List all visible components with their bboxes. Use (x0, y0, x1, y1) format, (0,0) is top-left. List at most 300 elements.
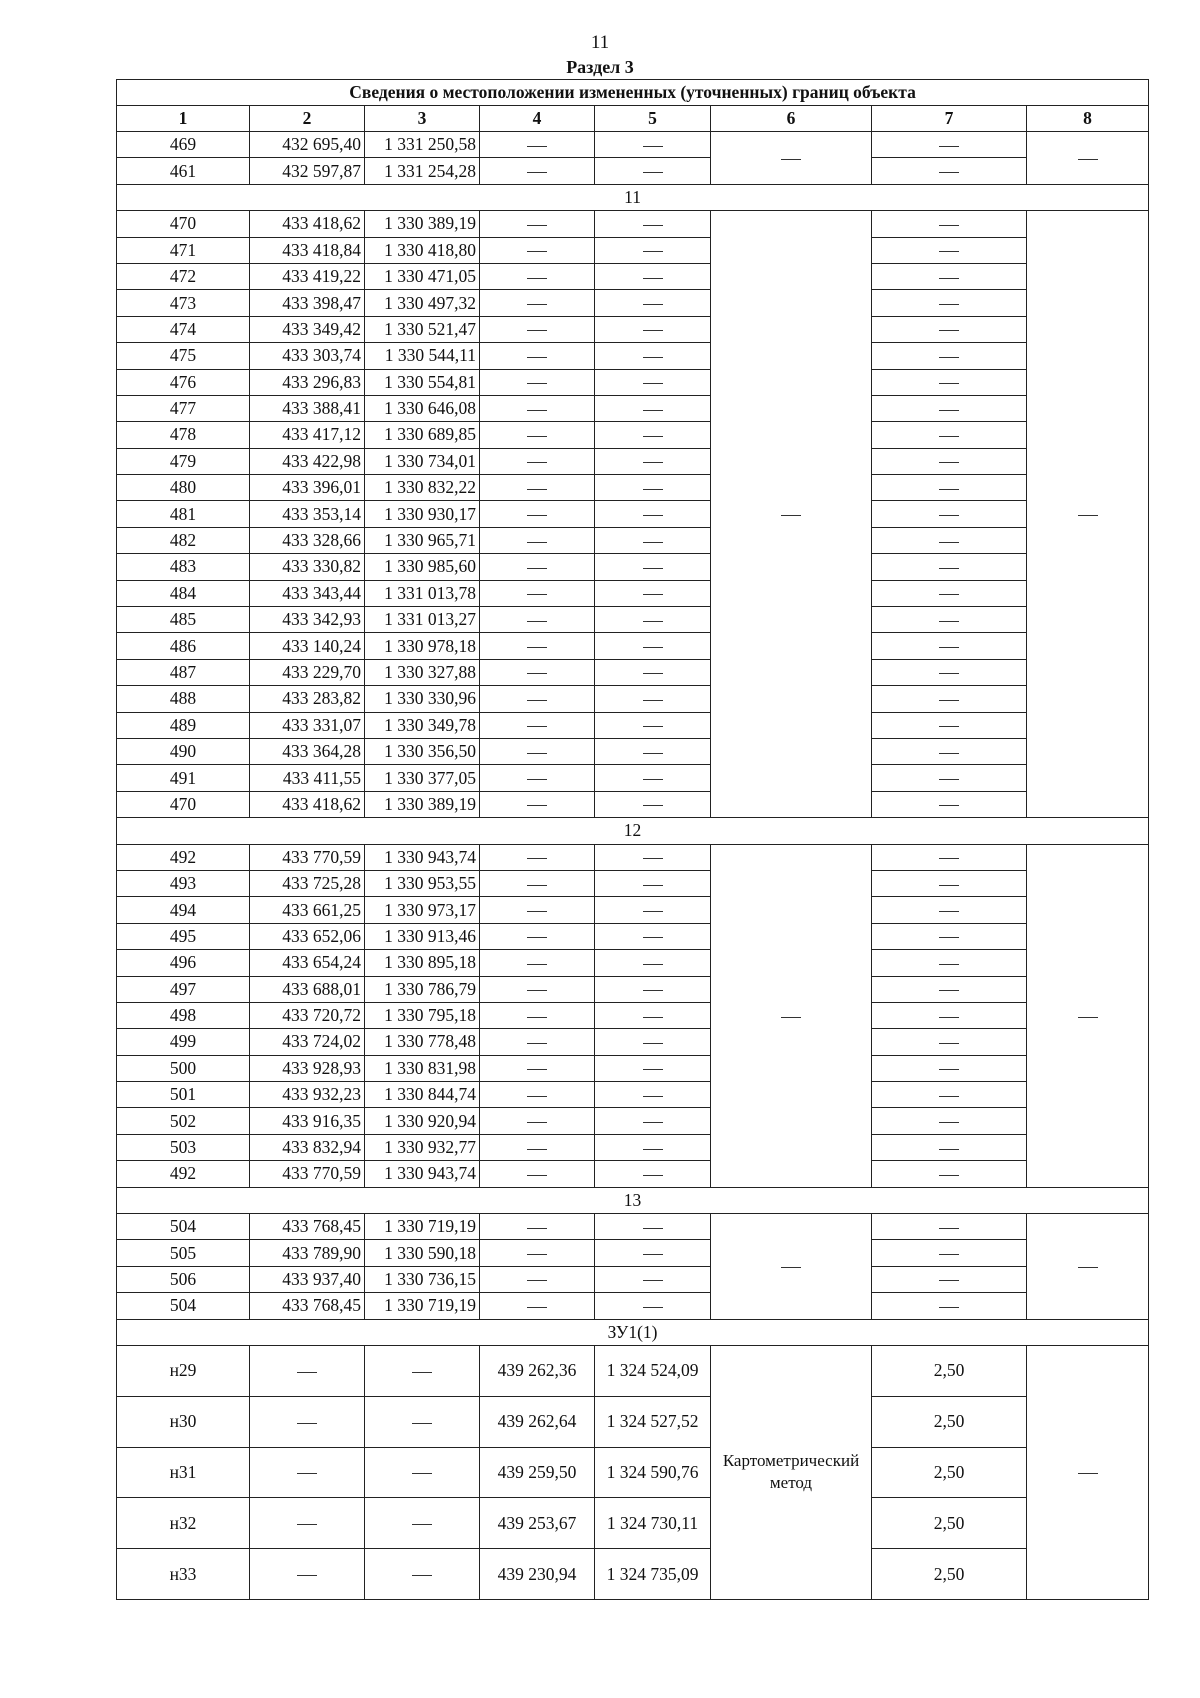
dash-mark (643, 1043, 663, 1044)
dash-mark (527, 357, 547, 358)
col5-dash (595, 923, 711, 949)
group-row (117, 1319, 1149, 1345)
col6-dash (711, 844, 872, 1187)
table-row (117, 343, 1149, 369)
col4-dash (480, 527, 595, 553)
col7-dash (872, 475, 1027, 501)
col5-dash (595, 791, 711, 817)
dash-mark (527, 1043, 547, 1044)
section-title: Раздел 3 (566, 57, 634, 77)
coord-y: 1 330 719,19 (365, 1214, 480, 1240)
col7-dash (872, 316, 1027, 342)
coord-x: 433 388,41 (250, 395, 365, 421)
col4-dash (480, 1214, 595, 1240)
col3-dash (365, 1549, 480, 1600)
col8-dash (1027, 132, 1149, 185)
col4-dash (480, 1240, 595, 1266)
col4-dash (480, 263, 595, 289)
coord-y: 1 324 730,11 (595, 1498, 711, 1549)
col7-dash (872, 448, 1027, 474)
col4-dash (480, 554, 595, 580)
coord-y: 1 330 689,85 (365, 422, 480, 448)
dash-mark (527, 805, 547, 806)
table-row (117, 923, 1149, 949)
dash-mark (643, 647, 663, 648)
dash-mark (643, 383, 663, 384)
col5-dash (595, 369, 711, 395)
col4-dash (480, 316, 595, 342)
coord-x: 432 597,87 (250, 158, 365, 184)
col7-dash (872, 527, 1027, 553)
point-number: 470 (117, 211, 250, 237)
coord-y: 1 330 930,17 (365, 501, 480, 527)
point-number: 492 (117, 1161, 250, 1187)
dash-mark (297, 1473, 317, 1474)
point-number: 482 (117, 527, 250, 553)
dash-mark (939, 964, 959, 965)
col4-dash (480, 844, 595, 870)
col5-dash (595, 343, 711, 369)
dash-mark (643, 436, 663, 437)
point-number: 475 (117, 343, 250, 369)
dash-mark (643, 1228, 663, 1229)
table-row (117, 290, 1149, 316)
dash-mark (939, 225, 959, 226)
col4-dash (480, 712, 595, 738)
accuracy: 2,50 (872, 1447, 1027, 1498)
col7-dash (872, 1266, 1027, 1292)
dash-mark (939, 489, 959, 490)
point-number: 503 (117, 1134, 250, 1160)
col4-dash (480, 422, 595, 448)
dash-mark (781, 159, 801, 160)
table-row (117, 738, 1149, 764)
dash-mark (939, 1069, 959, 1070)
dash-mark (939, 885, 959, 886)
dash-mark (643, 1069, 663, 1070)
col3-dash (365, 1345, 480, 1396)
method-cell: Картометрический метод (711, 1345, 872, 1599)
coord-x: 433 229,70 (250, 659, 365, 685)
point-number: 471 (117, 237, 250, 263)
dash-mark (412, 1423, 432, 1424)
col4-dash (480, 923, 595, 949)
coord-x: 433 331,07 (250, 712, 365, 738)
col4-dash (480, 1082, 595, 1108)
coord-x: 439 253,67 (480, 1498, 595, 1549)
dash-mark (527, 1228, 547, 1229)
dash-mark (527, 225, 547, 226)
table-row (117, 1214, 1149, 1240)
coord-y: 1 330 349,78 (365, 712, 480, 738)
dash-mark (527, 330, 547, 331)
dash-mark (527, 146, 547, 147)
dash-mark (1078, 159, 1098, 160)
col5-dash (595, 686, 711, 712)
point-number: 478 (117, 422, 250, 448)
table-row (117, 1293, 1149, 1319)
coord-y: 1 330 778,48 (365, 1029, 480, 1055)
group-row (117, 818, 1149, 844)
group-label: ЗУ1(1) (117, 1319, 1149, 1345)
dash-mark (643, 1254, 663, 1255)
col5-dash (595, 395, 711, 421)
coord-x: 433 411,55 (250, 765, 365, 791)
table-row (117, 422, 1149, 448)
dash-mark (939, 753, 959, 754)
coord-y: 1 330 734,01 (365, 448, 480, 474)
dash-mark (643, 1122, 663, 1123)
col7-dash (872, 369, 1027, 395)
point-number: 485 (117, 607, 250, 633)
dash-mark (643, 515, 663, 516)
dash-mark (939, 1254, 959, 1255)
col5-dash (595, 633, 711, 659)
coord-x: 433 770,59 (250, 1161, 365, 1187)
point-number: 496 (117, 950, 250, 976)
dash-mark (643, 858, 663, 859)
coord-y: 1 330 356,50 (365, 738, 480, 764)
table-row (117, 791, 1149, 817)
group-row (117, 1187, 1149, 1213)
col6-dash (711, 1214, 872, 1320)
col4-dash (480, 1029, 595, 1055)
col4-dash (480, 1161, 595, 1187)
dash-mark (939, 1122, 959, 1123)
dash-mark (939, 726, 959, 727)
dash-mark (527, 858, 547, 859)
coord-x: 433 140,24 (250, 633, 365, 659)
column-number: 7 (872, 106, 1027, 132)
col8-dash (1027, 844, 1149, 1187)
dash-mark (412, 1473, 432, 1474)
coord-y: 1 330 795,18 (365, 1002, 480, 1028)
dash-mark (781, 1017, 801, 1018)
coord-y: 1 330 389,19 (365, 791, 480, 817)
col4-dash (480, 132, 595, 158)
col4-dash (480, 738, 595, 764)
table-row (117, 501, 1149, 527)
dash-mark (1078, 515, 1098, 516)
col5-dash (595, 976, 711, 1002)
dash-mark (939, 911, 959, 912)
table-row (117, 263, 1149, 289)
coord-x: 433 937,40 (250, 1266, 365, 1292)
table-row (117, 158, 1149, 184)
col7-dash (872, 1214, 1027, 1240)
dash-mark (643, 805, 663, 806)
dash-mark (1078, 1017, 1098, 1018)
col5-dash (595, 1029, 711, 1055)
dash-mark (527, 410, 547, 411)
coord-y: 1 330 978,18 (365, 633, 480, 659)
point-number: 473 (117, 290, 250, 316)
coord-x: 433 932,23 (250, 1082, 365, 1108)
col4-dash (480, 237, 595, 263)
dash-mark (643, 885, 663, 886)
dash-mark (412, 1372, 432, 1373)
dash-mark (527, 911, 547, 912)
table-row (117, 844, 1149, 870)
accuracy: 2,50 (872, 1345, 1027, 1396)
col7-dash (872, 132, 1027, 158)
dash-mark (939, 805, 959, 806)
point-number: 487 (117, 659, 250, 685)
col5-dash (595, 263, 711, 289)
col6-dash (711, 132, 872, 185)
dash-mark (527, 885, 547, 886)
col7-dash (872, 791, 1027, 817)
dash-mark (939, 304, 959, 305)
dash-mark (939, 1307, 959, 1308)
col7-dash (872, 897, 1027, 923)
col7-dash (872, 686, 1027, 712)
col4-dash (480, 659, 595, 685)
col5-dash (595, 554, 711, 580)
coord-y: 1 330 932,77 (365, 1134, 480, 1160)
coord-x: 433 928,93 (250, 1055, 365, 1081)
table-row (117, 395, 1149, 421)
table-row (117, 1134, 1149, 1160)
col5-dash (595, 1108, 711, 1134)
table-row (117, 976, 1149, 1002)
col4-dash (480, 1134, 595, 1160)
col5-dash (595, 607, 711, 633)
dash-mark (643, 594, 663, 595)
table-row (117, 1055, 1149, 1081)
dash-mark (643, 225, 663, 226)
col5-dash (595, 237, 711, 263)
coord-y: 1 330 953,55 (365, 870, 480, 896)
col5-dash (595, 897, 711, 923)
col7-dash (872, 923, 1027, 949)
dash-mark (939, 779, 959, 780)
coord-y: 1 330 832,22 (365, 475, 480, 501)
dash-mark (527, 647, 547, 648)
coord-x: 433 330,82 (250, 554, 365, 580)
col4-dash (480, 870, 595, 896)
coord-y: 1 331 254,28 (365, 158, 480, 184)
point-number: 469 (117, 132, 250, 158)
col5-dash (595, 448, 711, 474)
col5-dash (595, 1161, 711, 1187)
col4-dash (480, 395, 595, 421)
col3-dash (365, 1447, 480, 1498)
dash-mark (527, 779, 547, 780)
col7-dash (872, 237, 1027, 263)
coord-y: 1 330 895,18 (365, 950, 480, 976)
table-row (117, 765, 1149, 791)
dash-mark (643, 330, 663, 331)
col5-dash (595, 132, 711, 158)
column-number: 4 (480, 106, 595, 132)
column-number: 3 (365, 106, 480, 132)
col7-dash (872, 712, 1027, 738)
coord-x: 433 789,90 (250, 1240, 365, 1266)
coord-x: 433 768,45 (250, 1214, 365, 1240)
dash-mark (643, 1149, 663, 1150)
dash-mark (527, 542, 547, 543)
coord-y: 1 330 377,05 (365, 765, 480, 791)
dash-mark (643, 1096, 663, 1097)
dash-mark (1078, 1267, 1098, 1268)
coord-y: 1 324 527,52 (595, 1396, 711, 1447)
dash-mark (527, 436, 547, 437)
dash-mark (527, 621, 547, 622)
col4-dash (480, 343, 595, 369)
column-number: 1 (117, 106, 250, 132)
group-label: 11 (117, 184, 1149, 210)
page-number: 11 (590, 32, 610, 53)
dash-mark (643, 462, 663, 463)
table-row (117, 1447, 1149, 1498)
col4-dash (480, 369, 595, 395)
dash-mark (527, 1096, 547, 1097)
dash-mark (939, 673, 959, 674)
col7-dash (872, 501, 1027, 527)
col7-dash (872, 1029, 1027, 1055)
table-row (117, 237, 1149, 263)
point-number: 494 (117, 897, 250, 923)
dash-mark (643, 753, 663, 754)
dash-mark (939, 146, 959, 147)
coord-x: 433 688,01 (250, 976, 365, 1002)
dash-mark (939, 1017, 959, 1018)
dash-mark (643, 779, 663, 780)
point-number: 474 (117, 316, 250, 342)
dash-mark (527, 172, 547, 173)
coord-y: 1 330 330,96 (365, 686, 480, 712)
col7-dash (872, 976, 1027, 1002)
dash-mark (643, 990, 663, 991)
coord-y: 1 330 554,81 (365, 369, 480, 395)
coord-y: 1 330 943,74 (365, 1161, 480, 1187)
table-row (117, 316, 1149, 342)
col2-dash (250, 1498, 365, 1549)
coord-y: 1 330 327,88 (365, 659, 480, 685)
col5-dash (595, 316, 711, 342)
coord-x: 433 770,59 (250, 844, 365, 870)
col5-dash (595, 1240, 711, 1266)
col5-dash (595, 211, 711, 237)
coord-y: 1 330 719,19 (365, 1293, 480, 1319)
col5-dash (595, 1082, 711, 1108)
dash-mark (939, 357, 959, 358)
dash-mark (939, 937, 959, 938)
group-label: 12 (117, 818, 1149, 844)
coord-y: 1 330 786,79 (365, 976, 480, 1002)
coord-y: 1 330 943,74 (365, 844, 480, 870)
dash-mark (643, 621, 663, 622)
coord-x: 433 343,44 (250, 580, 365, 606)
dash-mark (939, 858, 959, 859)
dash-mark (527, 515, 547, 516)
coord-y: 1 330 590,18 (365, 1240, 480, 1266)
boundary-table (116, 79, 1149, 1600)
col7-dash (872, 1082, 1027, 1108)
accuracy: 2,50 (872, 1498, 1027, 1549)
coord-y: 1 324 524,09 (595, 1345, 711, 1396)
table-title: Сведения о местоположении измененных (уточненных) границ объекта (117, 80, 1149, 106)
table-row (117, 580, 1149, 606)
coord-x: 433 417,12 (250, 422, 365, 448)
dash-mark (527, 1017, 547, 1018)
dash-mark (643, 726, 663, 727)
dash-mark (643, 278, 663, 279)
coord-y: 1 331 013,78 (365, 580, 480, 606)
dash-mark (527, 726, 547, 727)
dash-mark (939, 990, 959, 991)
col8-dash (1027, 1214, 1149, 1320)
dash-mark (939, 621, 959, 622)
col7-dash (872, 1108, 1027, 1134)
point-number: 495 (117, 923, 250, 949)
dash-mark (527, 568, 547, 569)
coord-x: 433 396,01 (250, 475, 365, 501)
dash-mark (527, 700, 547, 701)
table-row (117, 659, 1149, 685)
table-row (117, 1161, 1149, 1187)
col6-dash (711, 211, 872, 818)
col7-dash (872, 422, 1027, 448)
col4-dash (480, 475, 595, 501)
dash-mark (527, 1175, 547, 1176)
column-number-row (117, 106, 1149, 132)
col4-dash (480, 897, 595, 923)
table-row (117, 132, 1149, 158)
coord-x: 433 342,93 (250, 607, 365, 633)
dash-mark (939, 700, 959, 701)
dash-mark (939, 568, 959, 569)
table-row (117, 369, 1149, 395)
col4-dash (480, 1002, 595, 1028)
col5-dash (595, 765, 711, 791)
col7-dash (872, 343, 1027, 369)
dash-mark (939, 1149, 959, 1150)
coord-x: 433 418,62 (250, 211, 365, 237)
dash-mark (643, 489, 663, 490)
col7-dash (872, 290, 1027, 316)
dash-mark (643, 964, 663, 965)
coord-y: 1 324 590,76 (595, 1447, 711, 1498)
col4-dash (480, 211, 595, 237)
coord-x: 433 725,28 (250, 870, 365, 896)
col4-dash (480, 976, 595, 1002)
col4-dash (480, 1055, 595, 1081)
point-number: 472 (117, 263, 250, 289)
coord-y: 1 330 965,71 (365, 527, 480, 553)
col5-dash (595, 1266, 711, 1292)
col3-dash (365, 1396, 480, 1447)
column-number: 5 (595, 106, 711, 132)
table-row (117, 633, 1149, 659)
dash-mark (527, 964, 547, 965)
table-row (117, 897, 1149, 923)
point-number: 477 (117, 395, 250, 421)
point-number: 481 (117, 501, 250, 527)
dash-mark (527, 1280, 547, 1281)
dash-mark (939, 330, 959, 331)
dash-mark (939, 594, 959, 595)
table-row (117, 712, 1149, 738)
coord-x: 433 418,84 (250, 237, 365, 263)
coord-y: 1 330 844,74 (365, 1082, 480, 1108)
dash-mark (527, 1149, 547, 1150)
col4-dash (480, 791, 595, 817)
point-number: 489 (117, 712, 250, 738)
dash-mark (527, 1122, 547, 1123)
coord-x: 439 262,36 (480, 1345, 595, 1396)
